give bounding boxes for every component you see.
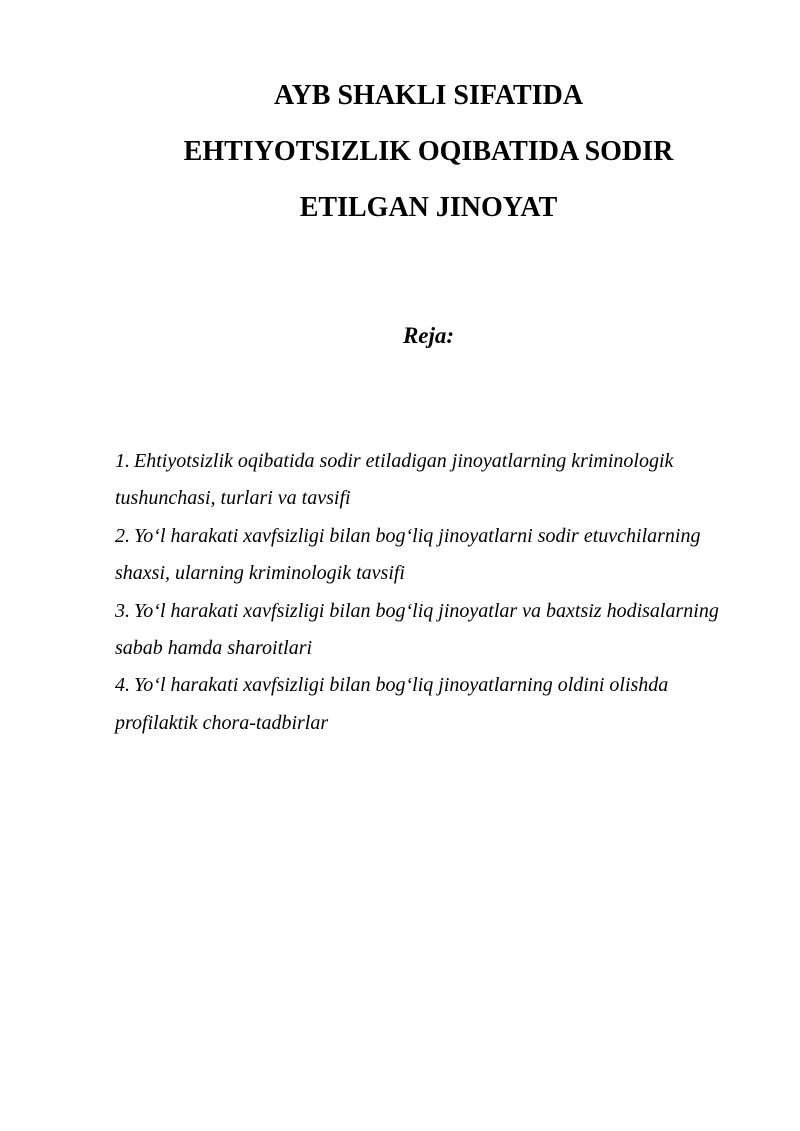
plan-item-text: Yo‘l harakati xavfsizligi bilan bog‘liq jinoyatlarni sodir etuvchilarning shaxsi, ularning kriminologik tavsifi	[115, 524, 701, 585]
plan-item-2	[115, 518, 725, 593]
plan-item-text: Yo‘l harakati xavfsizligi bilan bog‘liq jinoyatlar va baxtsiz hodisalarning sabab hamda sharoitlari	[115, 599, 719, 660]
plan-item-number: 4.	[115, 674, 130, 697]
plan-item-1	[115, 443, 725, 518]
plan-list	[115, 443, 725, 742]
title-line-2: EHTIYOTSIZLIK OQIBATIDA SODIR	[183, 136, 674, 167]
plan-item-4	[115, 667, 725, 742]
title-line-3: ETILGAN JINOYAT	[299, 192, 558, 223]
plan-heading: Reja:	[402, 323, 455, 348]
plan-item-text: Ehtiyotsizlik oqibatida sodir etiladigan jinoyatlarning kriminologik tushunchasi, turlari va tavsifi	[115, 450, 674, 510]
plan-item-number: 3.	[115, 599, 130, 622]
title-line-1: AYB SHAKLI SIFATIDA	[273, 80, 584, 111]
plan-item-text: Yo‘l harakati xavfsizligi bilan bog‘liq jinoyatlarning oldini olishda profilaktik chora-tadbirlar	[115, 674, 669, 734]
document-title	[0, 68, 800, 236]
plan-item-number: 1.	[115, 450, 130, 472]
plan-item-3	[115, 593, 725, 668]
plan-item-number: 2.	[115, 524, 130, 547]
